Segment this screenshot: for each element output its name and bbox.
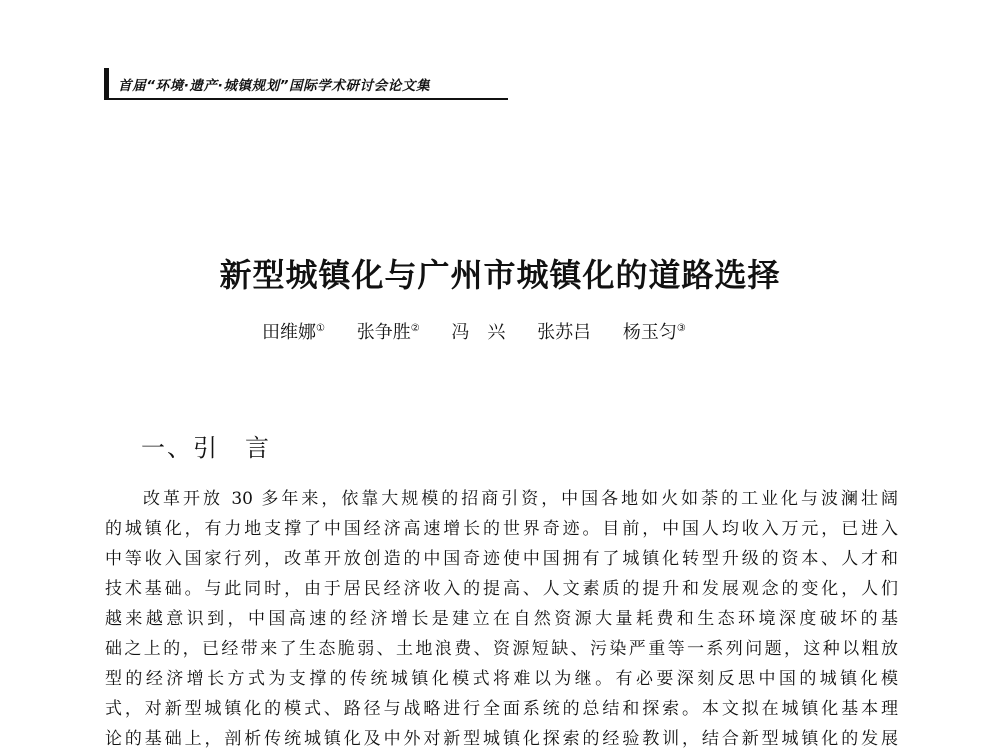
section-heading [141,428,271,463]
paragraph-line: 越来越意识到，中国高速的经济增长是建立在自然资源大量耗费和生态环境深度破坏的基 [105,609,898,629]
author [357,322,420,343]
section-number: 一、 [141,434,193,462]
section-title: 引 言 [193,434,271,462]
paragraph-line: 论的基础上，剖析传统城镇化及中外对新型城镇化探索的经验教训，结合新型城镇化的发展 [105,729,898,749]
running-header [104,68,508,100]
author [537,322,591,343]
author-footnote-mark[interactable]: ② [410,323,420,334]
paragraph-line: 的城镇化，有力地支撑了中国经济高速增长的世界奇迹。目前，中国人均收入万元，已进入 [105,519,898,539]
body-paragraph [105,484,898,754]
running-header-text: 首届“环境·遗产·城镇规划”国际学术研讨会论文集 [118,78,431,94]
author [451,322,505,343]
author [623,322,686,343]
paragraph-line: 型的经济增长方式为支撑的传统城镇化模式将难以为继。有必要深刻反思中国的城镇化模 [105,669,898,689]
author [262,322,325,343]
paper-title: 新型城镇化与广州市城镇化的道路选择 [219,256,781,294]
paragraph-line: 改革开放 30 多年来，依靠大规模的招商引资，中国各地如火如荼的工业化与波澜壮阔 [143,489,898,509]
paragraph-line: 技术基础。与此同时，由于居民经济收入的提高、人文素质的提升和发展观念的变化，人们 [105,579,898,599]
header-bar [104,68,109,98]
author-name: 冯 兴 [451,322,506,343]
author-footnote-mark[interactable]: ③ [676,323,686,334]
paragraph-line: 式，对新型城镇化的模式、路径与战略进行全面系统的总结和探索。本文拟在城镇化基本理 [105,699,898,719]
author-name: 张争胜 [356,322,411,343]
author-name: 杨玉匀 [622,322,677,343]
author-name: 田维娜 [262,322,316,343]
author-name: 张苏吕 [537,322,592,343]
paragraph-line: 中等收入国家行列，改革开放创造的中国奇迹使中国拥有了城镇化转型升级的资本、人才和 [105,549,898,569]
author-list [262,318,686,344]
author-footnote-mark[interactable]: ① [316,323,325,334]
paragraph-line: 础之上的，已经带来了生态脆弱、土地浪费、资源短缺、污染严重等一系列问题，这种以粗放 [105,639,898,659]
